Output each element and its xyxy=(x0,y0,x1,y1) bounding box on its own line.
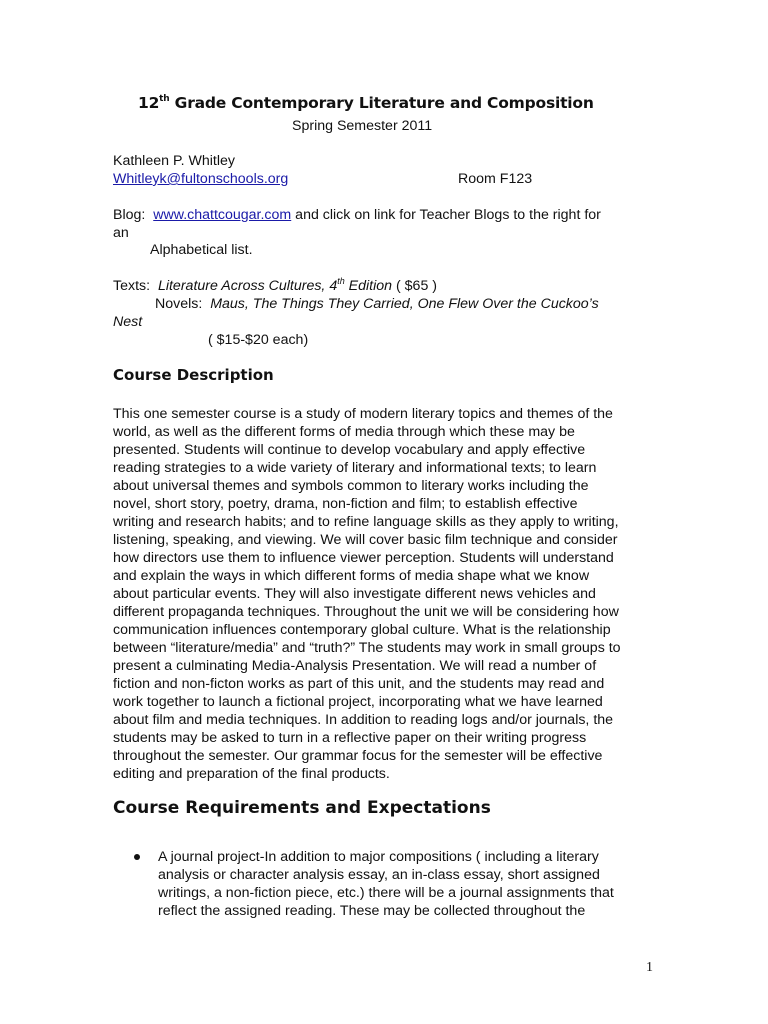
list-item-line: A journal project-In addition to major compositions ( including a literary xyxy=(158,849,599,865)
title-text: Grade Contemporary Literature and Composition xyxy=(169,94,594,112)
description-line: world, as well as the different forms of media through which these may be xyxy=(113,424,575,440)
description-line: between “literature/media” and “truth?” The students may work in small groups to xyxy=(113,640,621,656)
description-line: how directors use them to influence viewer perception. Students will understand xyxy=(113,550,614,566)
description-line: This one semester course is a study of modern literary topics and themes of the xyxy=(113,406,613,422)
description-line: and explain the ways in which different forms of media shape what we know xyxy=(113,568,590,584)
description-line: listening, speaking, and viewing. We will cover basic film technique and consider xyxy=(113,532,618,548)
novels-label: Novels: xyxy=(155,296,203,312)
course-description-paragraph xyxy=(113,405,653,783)
description-line: students may be asked to turn in a reflective paper on their writing progress xyxy=(113,730,587,746)
texts-price: ( $65 ) xyxy=(392,278,438,294)
texts-line xyxy=(113,277,437,295)
description-line: fiction and non-ficton works as part of this unit, and the students may read and xyxy=(113,676,605,692)
description-line: about particular events. They will also investigate different news vehicles and xyxy=(113,586,596,602)
description-line: communication influences contemporary global culture. What is the relationship xyxy=(113,622,611,638)
blog-label: Blog: xyxy=(113,207,146,223)
texts-superscript: th xyxy=(337,276,345,286)
description-line: present a culminating Media-Analysis Presentation. We will read a number of xyxy=(113,658,597,674)
description-line: reading strategies to a wide variety of literary and informational texts; to learn xyxy=(113,460,597,476)
description-line: throughout the semester. Our grammar focus for the semester will be effective xyxy=(113,748,603,764)
novels-list: Maus, The Things They Carried, One Flew Over the Cuckoo’s xyxy=(210,296,599,312)
title-grade: 12 xyxy=(138,94,160,112)
blog-line-2: an xyxy=(113,225,129,241)
blog-line-3: Alphabetical list. xyxy=(150,242,253,258)
description-line: presented. Students will continue to develop vocabulary and apply effective xyxy=(113,442,586,458)
list-item xyxy=(113,848,633,920)
title-superscript: th xyxy=(159,94,170,104)
description-line: work together to launch a fictional project, incorporating what we have learned xyxy=(113,694,603,710)
list-item-line: reflect the assigned reading. These may be collected throughout the xyxy=(158,903,586,919)
course-description-heading: Course Description xyxy=(113,366,274,384)
blog-link[interactable]: www.chattcougar.com xyxy=(153,207,292,223)
novels-price: ( $15-$20 each) xyxy=(208,332,309,348)
room-number: Room F123 xyxy=(458,171,533,187)
document-title xyxy=(138,94,594,112)
description-line: about universal themes and symbols common to literary works including the xyxy=(113,478,589,494)
bullet-icon xyxy=(134,854,140,860)
description-line: about film and media techniques. In addition to reading logs and/or journals, the xyxy=(113,712,614,728)
texts-label: Texts: xyxy=(113,278,151,294)
description-line: writing and research habits; and to refine language skills as they apply to writing, xyxy=(113,514,619,530)
page-number: 1 xyxy=(646,960,653,975)
requirements-heading: Course Requirements and Expectations xyxy=(113,798,491,818)
teacher-name: Kathleen P. Whitley xyxy=(113,153,235,169)
requirements-list xyxy=(113,848,633,920)
blog-line xyxy=(113,206,601,224)
texts-edition: Edition xyxy=(344,278,393,294)
email-link[interactable]: Whitleyk@fultonschools.org xyxy=(113,171,289,187)
description-line: editing and preparation of the final products. xyxy=(113,766,390,782)
description-line: novel, short story, poetry, drama, non-fiction and film; to establish effective xyxy=(113,496,578,512)
novels-list-line-2: Nest xyxy=(113,314,143,330)
description-line: different propaganda techniques. Throughout the unit we will be considering how xyxy=(113,604,619,620)
novels-line xyxy=(155,295,599,313)
blog-instructions: and click on link for Teacher Blogs to the right for xyxy=(291,207,601,223)
semester-line: Spring Semester 2011 xyxy=(292,118,433,134)
list-item-line: writings, a non-fiction piece, etc.) there will be a journal assignments that xyxy=(158,885,614,901)
texts-title: Literature Across Cultures, 4 xyxy=(157,278,338,294)
list-item-line: analysis or character analysis essay, an in-class essay, short assigned xyxy=(158,867,600,883)
